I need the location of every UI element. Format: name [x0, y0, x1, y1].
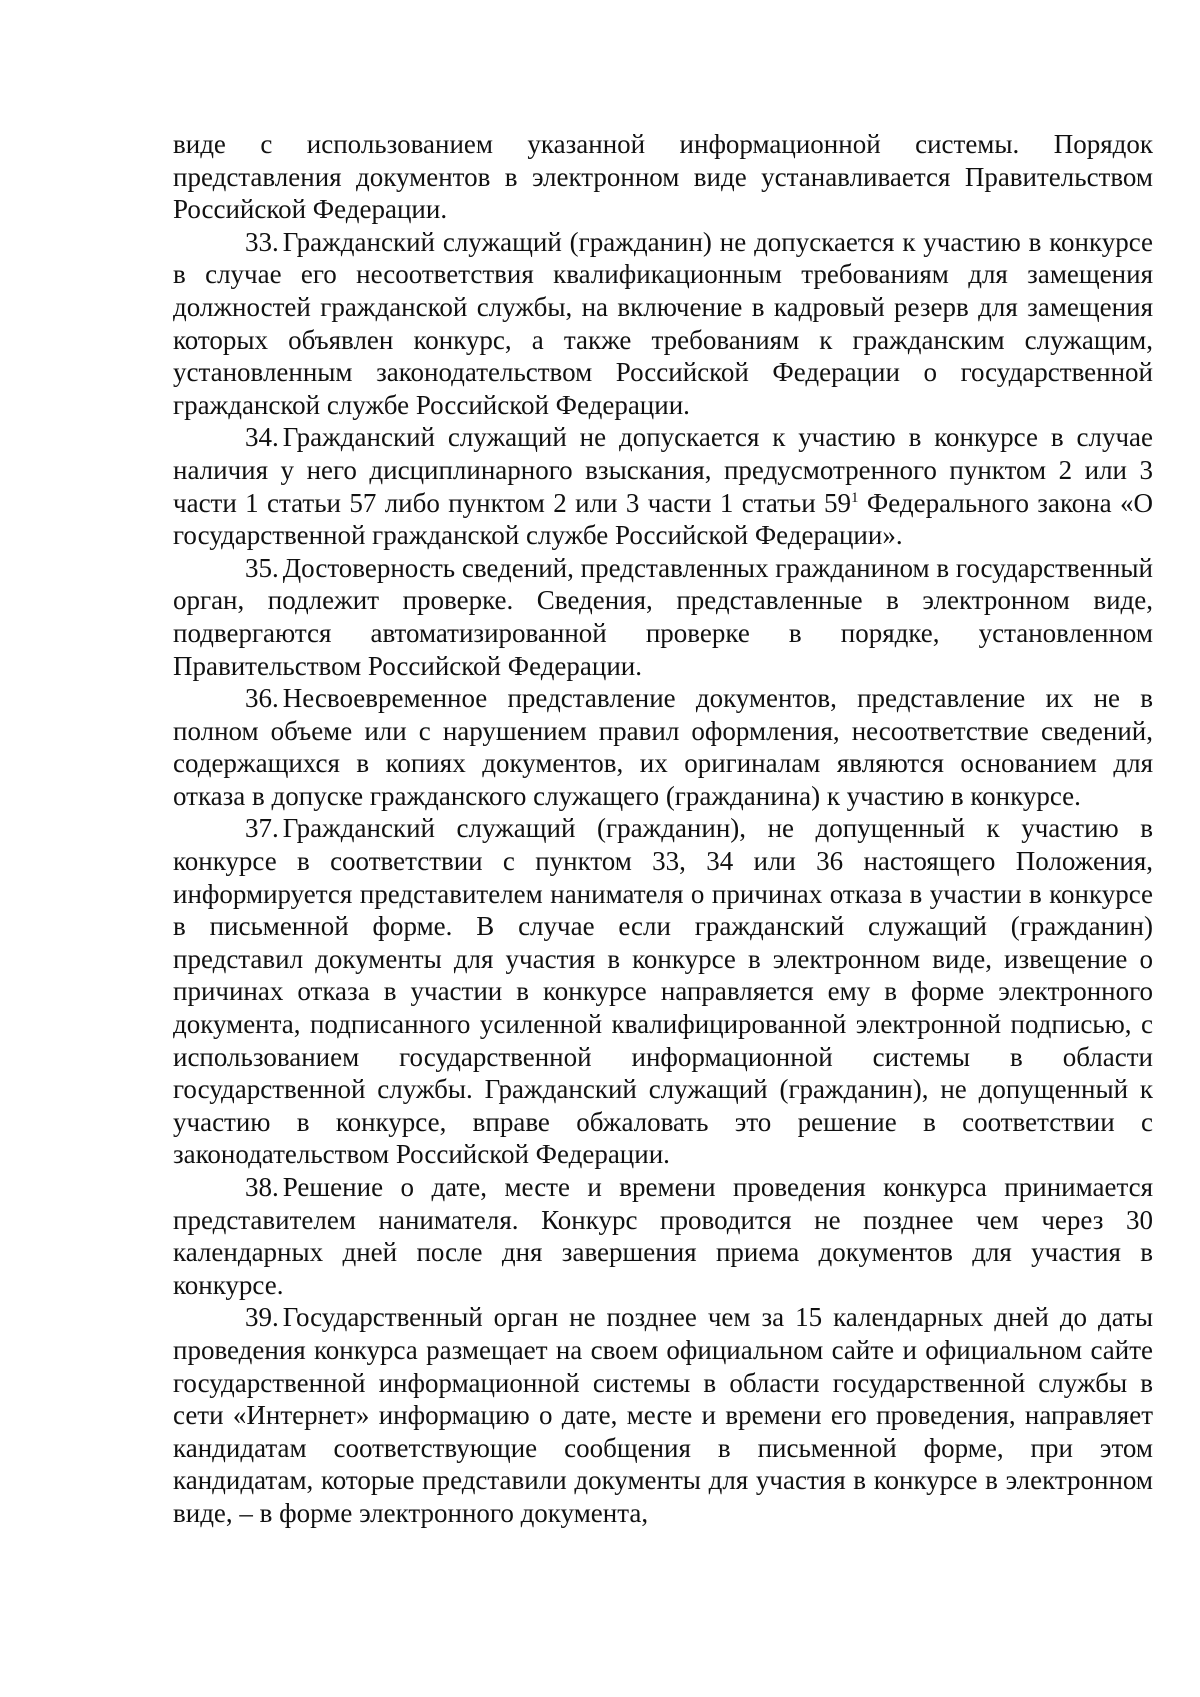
paragraph-text-tail: Федерального закона «О государственной гражданской службе Российской Федерации». [173, 487, 1153, 551]
paragraph-number: 34. [245, 422, 279, 453]
paragraph-text: Гражданский служащий (гражданин) не допускается к участию в конкурсе в случае его несоответствия квалификационным требованиям для замещения должностей гражданской службы, на включение в кадровый резерв для замещения которых объявлен конкурс, а также требованиям к гражданским служащим, установленным законодательством Российской Федерации о государственной гражданской службе Российской Федерации. [173, 226, 1153, 420]
paragraph-text: Гражданский служащий (гражданин), не допущенный к участию в конкурсе в соответствии с пунктом 33, 34 или 36 настоящего Положения, информируется представителем нанимателя о причинах отказа в участии в конкурсе в письменной форме. В случае если гражданский служащий (гражданин) представил документы для участия в конкурсе в электронном виде, извещение о причинах отказа в участии в конкурсе направляется ему в форме электронного документа, подписанного усиленной квалифицированной электронной подписью, с использованием государственной информационной системы в области государственной службы. Гражданский служащий (гражданин), не допущенный к участию в конкурсе, вправе обжаловать это решение в соответствии с законодательством Российской Федерации. [173, 813, 1153, 1170]
paragraph-39 [173, 1301, 1153, 1529]
superscript: 1 [851, 489, 859, 506]
paragraph-text: Гражданский служащий не допускается к участию в конкурсе в случае наличия у него дисциплинарного взыскания, предусмотренного пунктом 2 или 3 части 1 статьи 57 либо пунктом 2 или 3 части 1 статьи 59 [173, 422, 1153, 518]
paragraph-text: Решение о дате, месте и времени проведения конкурса принимается представителем нанимателя. Конкурс проводится не позднее чем через 30 календарных дней после дня завершения приема документов для участия в конкурсе. [173, 1172, 1153, 1300]
paragraph-number: 36. [245, 683, 279, 714]
paragraph-text: виде с использованием указанной информационной системы. Порядок представления документов в электронном виде устанавливается Правительством Российской Федерации. [173, 129, 1153, 225]
paragraph-continuation [173, 128, 1153, 226]
paragraph-number: 38. [245, 1172, 279, 1202]
paragraph-text: Государственный орган не позднее чем за 15 календарных дней до даты проведения конкурса размещает на своем официальном сайте и официальном сайте государственной информационной системы в области государственной службы в сети «Интернет» информацию о дате, месте и времени его проведения, направляет кандидатам соответствующие сообщения в письменной форме, при этом кандидатам, которые представили документы для участия в конкурсе в электронном виде, – в форме электронного документа, [173, 1302, 1153, 1528]
paragraph-number: 33. [245, 226, 279, 257]
paragraph-text: Достоверность сведений, представленных гражданином в государственный орган, подлежит проверке. Сведения, представленные в электронном виде, подвергаются автоматизированной проверке в порядке, установленном Правительством Российской Федерации. [173, 552, 1153, 681]
paragraph-number: 37. [245, 813, 279, 844]
paragraph-33 [173, 226, 1153, 422]
paragraph-number: 35. [245, 552, 279, 583]
paragraph-number: 39. [245, 1302, 279, 1333]
paragraph-34 [173, 421, 1153, 551]
paragraph-38 [173, 1171, 1153, 1301]
document-page [173, 128, 1153, 1530]
paragraph-36 [173, 682, 1153, 812]
paragraph-35 [173, 552, 1153, 682]
paragraph-text: Несвоевременное представление документов, представление их не в полном объеме или с нарушением правил оформления, несоответствие сведений, содержащихся в копиях документов, их оригиналам являются основанием для отказа в допуске гражданского служащего (гражданина) к участию в конкурсе. [173, 683, 1153, 811]
paragraph-37 [173, 812, 1153, 1171]
